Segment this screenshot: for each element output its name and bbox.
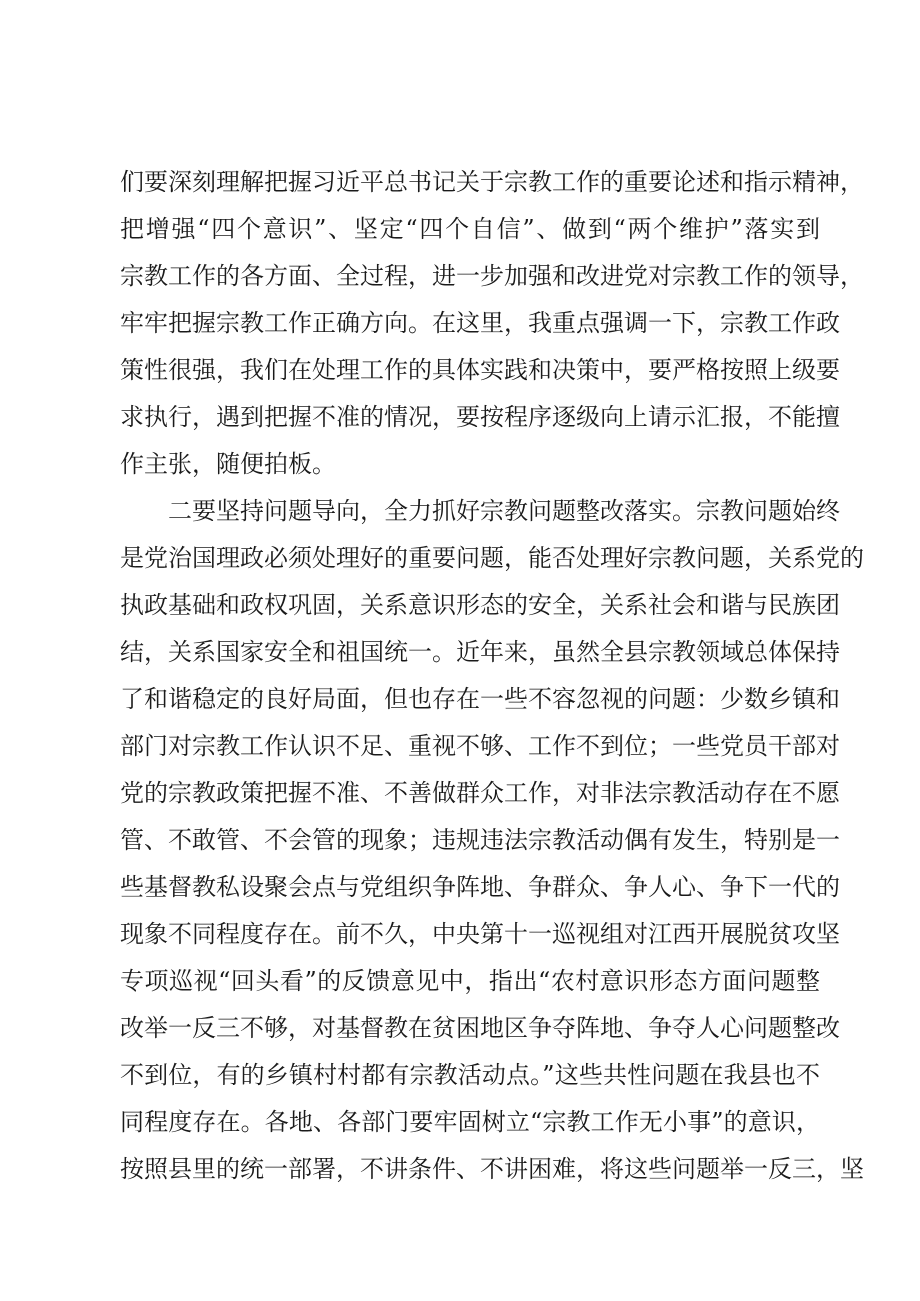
text-line	[120, 1193, 820, 1240]
text-line: 按照县里的统一部署，不讲条件、不讲困难，将这些问题举一反三，坚	[120, 1155, 864, 1183]
text-line: 执政基础和政权巩固，关系意识形态的安全，关系社会和谐与民族团	[120, 591, 840, 619]
text-line: 宗教工作的各方面、全过程，进一步加强和改进党对宗教工作的领导，	[120, 262, 864, 290]
text-line: 结，关系国家安全和祖国统一。近年来，虽然全县宗教领域总体保持	[120, 638, 840, 666]
text-line: 把增强“四个意识”、坚定“四个自信”、做到“两个维护”落实到	[120, 215, 820, 243]
paragraph-1	[120, 159, 864, 488]
text-line: 改举一反三不够，对基督教在贫困地区争夺阵地、争夺人心问题整改	[120, 1014, 840, 1042]
text-line: 专项巡视“回头看”的反馈意见中，指出“农村意识形态方面问题整	[120, 967, 820, 995]
text-line: 作主张，随便拍板。	[120, 450, 336, 478]
document-body	[120, 159, 864, 1240]
text-line: 部门对宗教工作认识不足、重视不够、工作不到位；一些党员干部对	[120, 732, 840, 760]
text-line: 些基督教私设聚会点与党组织争阵地、争群众、争人心、争下一代的	[120, 873, 840, 901]
paragraph-heading-line: 二要坚持问题导向，全力抓好宗教问题整改落实。宗教问题始终	[168, 497, 840, 525]
text-line: 同程度存在。各地、各部门要牢固树立“宗教工作无小事”的意识，	[120, 1108, 820, 1136]
paragraph-2	[120, 488, 864, 1240]
text-line: 管、不敢管、不会管的现象；违规违法宗教活动偶有发生，特别是一	[120, 826, 840, 854]
text-line: 们要深刻理解把握习近平总书记关于宗教工作的重要论述和指示精神，	[120, 168, 864, 196]
text-line: 不到位，有的乡镇村村都有宗教活动点。”这些共性问题在我县也不	[120, 1061, 820, 1089]
text-line: 求执行，遇到把握不准的情况，要按程序逐级向上请示汇报，不能擅	[120, 403, 840, 431]
text-line: 了和谐稳定的良好局面，但也存在一些不容忽视的问题：少数乡镇和	[120, 685, 840, 713]
text-line: 是党治国理政必须处理好的重要问题，能否处理好宗教问题，关系党的	[120, 544, 864, 572]
text-line: 策性很强，我们在处理工作的具体实践和决策中，要严格按照上级要	[120, 356, 840, 384]
text-line: 牢牢把握宗教工作正确方向。在这里，我重点强调一下，宗教工作政	[120, 309, 840, 337]
text-line: 现象不同程度存在。前不久，中央第十一巡视组对江西开展脱贫攻坚	[120, 920, 840, 948]
text-line: 党的宗教政策把握不准、不善做群众工作，对非法宗教活动存在不愿	[120, 779, 840, 807]
